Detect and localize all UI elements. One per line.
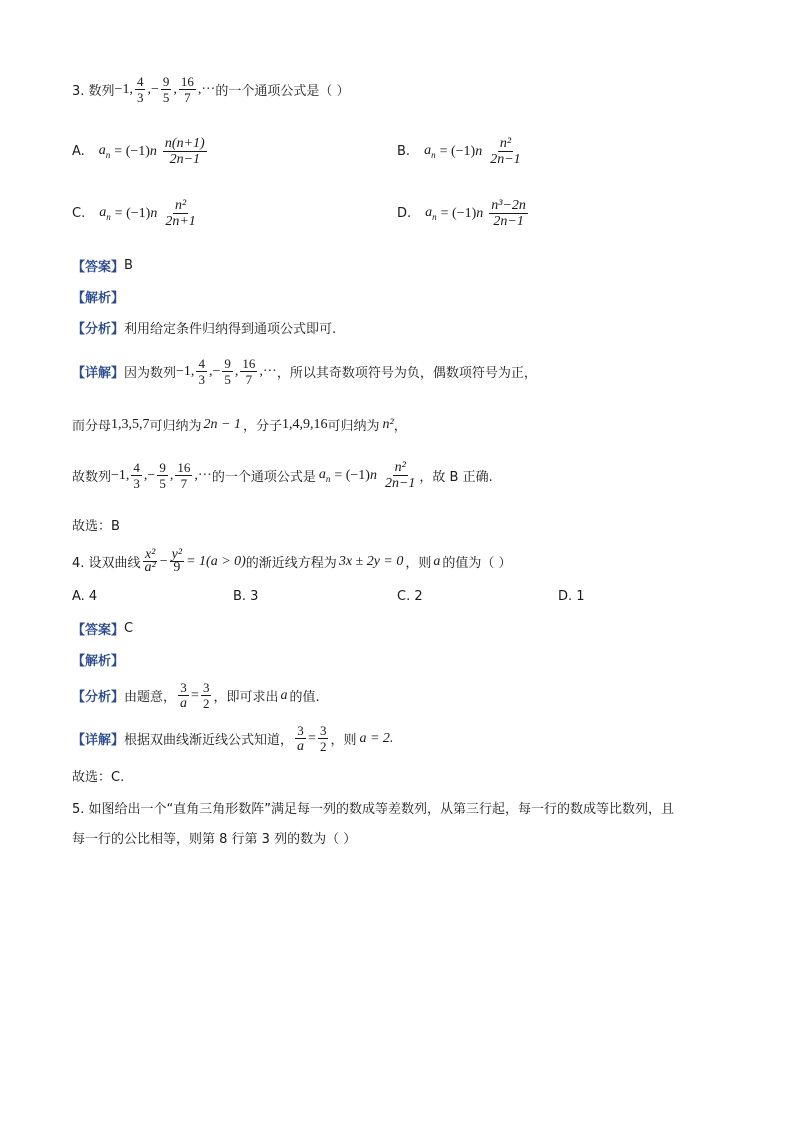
q3-minus: − xyxy=(150,81,159,97)
q4-xiangjie: 【详解】 根据双曲线渐近线公式知道， $\frac{3}{a}$ = $\frac{3}{2}$ ，则 a = 2. xyxy=(72,723,394,754)
q4-option-a: A. 4 xyxy=(72,589,98,604)
q3-frac-1: $\frac{4}{3}$ xyxy=(136,74,144,105)
q3-xiangjie-3: 故数列 −1, $\frac{4}{3}$ , − $\frac{9}{5}$ , $\frac{16}{7}$ , ··· 的一个通项公式是 $a_n$ = (−1) n $\frac{\text{n²}}{2n-1}$ ，故 B 正确. xyxy=(72,460,493,491)
q3-answer-value: B xyxy=(124,258,133,273)
q3-seq-first: −1, xyxy=(114,81,133,97)
q4-fenxi: 【分析】 由题意， $\frac{3}{a}$ = $\frac{3}{2}$ ，即可求出 a 的值. xyxy=(72,680,320,711)
q3-ellipsis: ··· xyxy=(201,81,216,97)
q3-xiangjie-2: 而分母 1,3,5,7 可归纳为 2n − 1 ，分子 1,4,9,16 可归纳为 n² ， xyxy=(72,416,407,434)
q3-option-d: D. $a_n$ = (−1) n $\frac{\text{n³−2n}}{2n-1}$ xyxy=(397,198,526,229)
q4-option-b: B. 3 xyxy=(233,589,259,604)
q3-answer xyxy=(72,256,133,275)
q4-choice: 故选：C. xyxy=(72,770,125,785)
q3-xiangjie-1: 【详解】 因为数列 −1, $\frac{4}{3}$ , − $\frac{9}{5}$ , $\frac{16}{7}$ , ··· ，所以其奇数项符号为负，偶数项符号为正， xyxy=(72,356,537,387)
q3-option-c: C. $a_n$ = (−1) n $\frac{\text{n²}}{2n+1}$ xyxy=(72,198,196,229)
q3-prefix: 3. 数列 xyxy=(72,84,115,99)
q3-frac-2: $\frac{9}{5}$ xyxy=(162,74,170,105)
q4-answer: 【答案】 C xyxy=(72,621,134,638)
answer-tag: 【答案】 xyxy=(72,260,125,275)
q5-line-2: 每一行的公比相等，则第 8 行第 3 列的数为（ ） xyxy=(72,832,357,847)
q4-option-c: C. 2 xyxy=(397,589,423,604)
q3-analysis-heading: 【解析】 xyxy=(72,291,125,306)
q3-fenxi: 【分析】 利用给定条件归纳得到通项公式即可. xyxy=(72,322,337,337)
q4-option-d: D. 1 xyxy=(558,589,585,604)
q3-option-a: A. $a_n$ = (−1) n $\frac{n(n+1)}{2n-1}$ xyxy=(72,136,205,167)
q3-frac-3: $\frac{16}{7}$ xyxy=(180,74,194,105)
q4-stem: 4. 设双曲线 $\frac{\text{x²}}{\text{a²}}$ − $\frac{\text{y²}}{9}$ = 1(a > 0) 的渐近线方程为 3x ± 2y = 0 ，则 a 的值为（ ） xyxy=(72,547,512,575)
q3-suffix: 的一个通项公式是（ ） xyxy=(215,84,350,99)
q3-choice: 故选：B xyxy=(72,519,120,534)
q4-analysis-heading: 【解析】 xyxy=(72,654,125,669)
q3-stem: 3. 数列 −1, $\frac{4}{3}$ , − $\frac{9}{5}$ , $\frac{16}{7}$ , ··· 的一个通项公式是（ ） xyxy=(72,74,350,105)
q3-option-b: B. $a_n$ = (−1) n $\frac{\text{n²}}{2n-1}$ xyxy=(397,136,521,167)
q5-line-1: 5. 如图给出一个“直角三角形数阵”满足每一列的数成等差数列，从第三行起，每一行的数成等比数列，且 xyxy=(72,802,675,817)
